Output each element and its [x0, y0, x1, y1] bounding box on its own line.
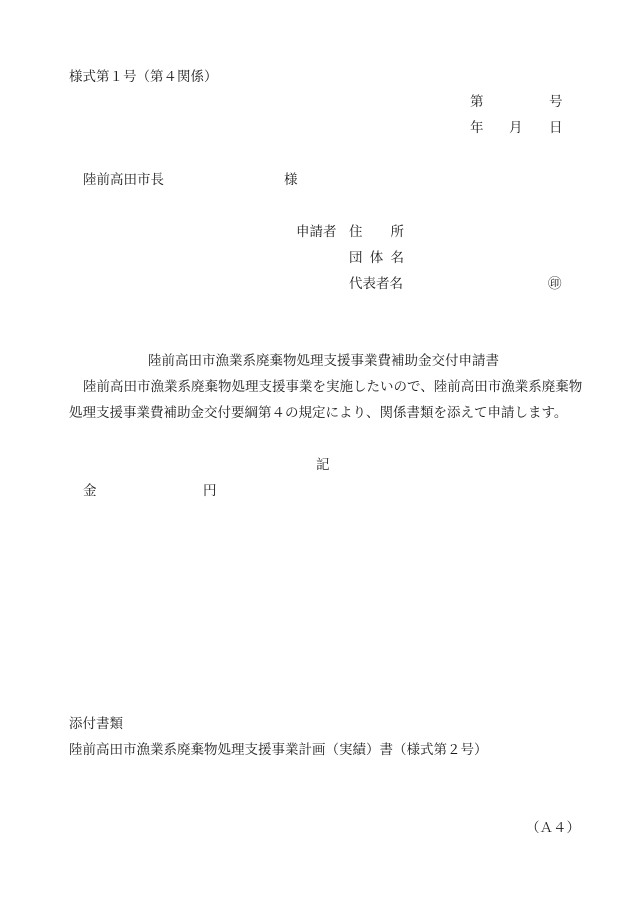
- reference-go: 号: [549, 94, 563, 110]
- amount-label: 金: [83, 483, 97, 499]
- date-day: 日: [549, 120, 563, 136]
- document-title: 陸前高田市漁業系廃棄物処理支援事業費補助金交付申請書: [148, 353, 499, 369]
- body-line-1: 陸前高田市漁業系廃棄物処理支援事業を実施したいので、陸前高田市漁業系廃棄物: [83, 379, 583, 395]
- applicant-label: 申請者: [296, 224, 337, 240]
- reference-dai: 第: [470, 94, 484, 110]
- date-year: 年: [470, 120, 484, 136]
- address-label-char: 住: [349, 224, 363, 240]
- paper-size: （Ａ４）: [526, 820, 580, 836]
- addressee-honorific: 様: [284, 172, 298, 188]
- group-name-label: [349, 252, 404, 266]
- address-label-char: 所: [390, 224, 404, 240]
- representative-label: 代表者名: [349, 276, 403, 292]
- attachments-item: 陸前高田市漁業系廃棄物処理支援事業計画（実績）書（様式第２号）: [69, 742, 488, 758]
- addressee-name: 陸前高田市長: [83, 172, 164, 188]
- group-name-label-char: 団: [349, 250, 363, 266]
- attachments-heading: 添付書類: [69, 716, 123, 732]
- body-line-2: 処理支援事業費補助金交付要綱第４の規定により、関係書類を添えて申請します。: [69, 405, 568, 421]
- date-month: 月: [509, 120, 523, 136]
- group-name-label-char: 名: [390, 250, 404, 266]
- address-label: [349, 226, 404, 240]
- amount-unit: 円: [203, 483, 217, 499]
- ki-heading: 記: [316, 457, 330, 473]
- group-name-label-char: 体: [369, 250, 384, 266]
- form-number: 様式第１号（第４関係）: [69, 69, 218, 85]
- seal-mark: ㊞: [548, 276, 562, 292]
